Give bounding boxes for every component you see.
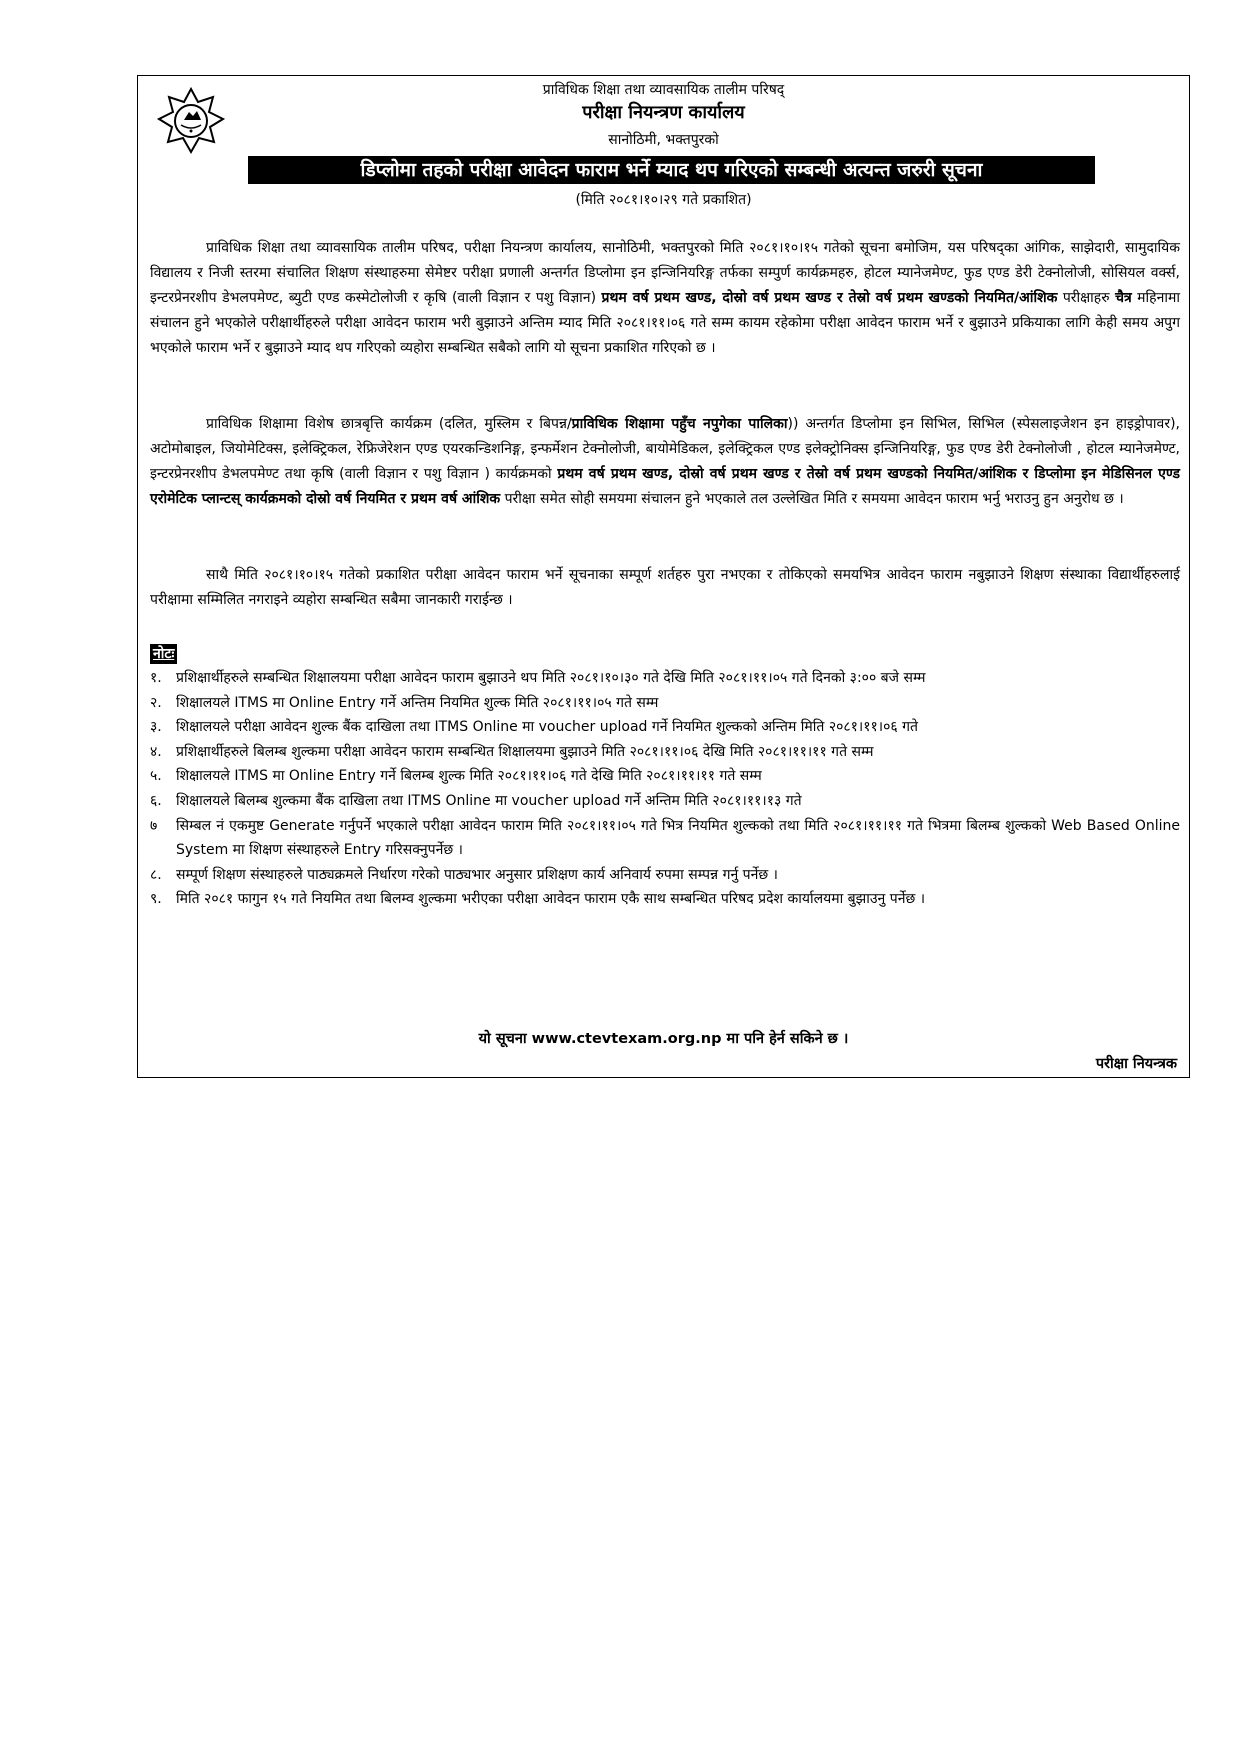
list-item: १. प्रशिक्षार्थीहरुले सम्बन्धित शिक्षालयमा परीक्षा आवेदन फाराम बुझाउने थप मिति २०८१।१०।३० गते देखि मिति २०८१।११।०५ गते दिनको ३:०० बजे सम्म (150, 670, 926, 686)
signature: परीक्षा नियन्त्रक (1095, 1056, 1177, 1072)
list-item: ३. शिक्षालयले परीक्षा आवेदन शुल्क बैंक दाखिला तथा ITMS Online मा voucher upload गर्ने नियमित शुल्कको अन्तिम मिति २०८१।११।०६ गते (150, 719, 918, 736)
publish-date: (मिति २०८१।१०।२९ गते प्रकाशित) (575, 192, 752, 208)
list-item: ५. शिक्षालयले ITMS मा Online Entry गर्ने बिलम्ब शुल्क मिति २०८१।११।०६ गते देखि मिति २०८१।११।११ गते सम्म (150, 768, 762, 785)
list-item: ६. शिक्षालयले बिलम्ब शुल्कमा बैंक दाखिला तथा ITMS Online मा voucher upload गर्ने अन्तिम मिति २०८१।११।१३ गते (150, 792, 802, 809)
list-item: ७ सिम्बल नं एकमुष्ट Generate गर्नुपर्ने भएकाले परीक्षा आवेदन फाराम मिति २०८१।११।०५ गते भित्र नियमित शुल्कको तथा मिति २०८१।११।११ गते भित्रमा बिलम्ब शुल्कको Web Based Online System मा शिक्षण संस्थाहरुले Entry गरिसक्नुपर्नेछ । (150, 817, 1180, 859)
notes-list (150, 666, 1180, 912)
list-item: ८. सम्पूर्ण शिक्षण संस्थाहरुले पाठ्यक्रमले निर्धारण गरेको पाठ्यभार अनुसार प्रशिक्षण कार्य अनिवार्य रुपमा सम्पन्न गर्नु पर्नेछ । (150, 866, 778, 883)
notice-title: डिप्लोमा तहको परीक्षा आवेदन फाराम भर्ने म्याद थप गरिएको सम्बन्धी अत्यन्त जरुरी सूचना (248, 156, 1095, 184)
office-location: सानोठिमी, भक्तपुरको (608, 132, 719, 148)
paragraph-scholarship: प्राविधिक शिक्षामा विशेष छात्रबृत्ति कार्यक्रम (दलित, मुस्लिम र बिपन्न/प्राविधिक शिक्षामा पहुँच नपुगेका पालिका)) अन्तर्गत डिप्लोमा इन सिभिल, सिभिल (स्पेसलाइजेशन इन हाइड्रोपावर), अटोमोबाइल, जियोमेटिक्स, इलेक्ट्रिकल, रेफ्रिजेरेशन एण्ड एयरकन्डिशनिङ्ग, इन्फर्मेशन टेक्नोलोजी, बायोमेडिकल, इलेक्ट्रिकल एण्ड इलेक्ट्रोनिक्स इन्जिनियरिङ्ग, फुड एण्ड डेरी टेक्नोलोजी , होटल म्यानेजमेण्ट, इन्टरप्रेनरशीप डेभलपमेण्ट तथा कृषि (वाली विज्ञान र पशु विज्ञान ) कार्यक्रमको प्रथम वर्ष प्रथम खण्ड, दोस्रो वर्ष प्रथम खण्ड र तेस्रो वर्ष प्रथम खण्डको नियमित/आंशिक र डिप्लोमा इन मेडिसिनल एण्ड एरोमेटिक प्लान्टस् कार्यक्रमको दोस्रो वर्ष नियमित र प्रथम वर्ष आंशिक परीक्षा समेत सोही समयमा संचालन हुने भएकाले तल उल्लेखित मिति र समयमा आवेदन फाराम भर्नु भराउनु हुन अनुरोध छ । (150, 416, 1180, 508)
list-item: ९. मिति २०८१ फागुन १५ गते नियमित तथा बिलम्व शुल्कमा भरीएका परीक्षा आवेदन फाराम एकै साथ सम्बन्धित परिषद प्रदेश कार्यालयमा बुझाउनु पर्नेछ । (150, 891, 926, 908)
paragraph-conditions: साथै मिति २०८१।१०।१५ गतेको प्रकाशित परीक्षा आवेदन फाराम भर्ने सूचनाका सम्पूर्ण शर्तहरु पुरा नभएका र तोकिएको समयभित्र आवेदन फाराम नबुझाउने शिक्षण संस्थाका विद्यार्थीहरुलाई परीक्षामा सम्मिलित नगराइने व्यहोरा सम्बन्धित सबैमा जानकारी गराईन्छ । (150, 567, 1180, 609)
list-item: २. शिक्षालयले ITMS मा Online Entry गर्ने अन्तिम नियमित शुल्क मिति २०८१।११।०५ गते सम्म (150, 694, 659, 711)
notice-frame (137, 75, 1190, 1078)
list-item: ४. प्रशिक्षार्थीहरुले बिलम्ब शुल्कमा परीक्षा आवेदन फाराम सम्बन्धित शिक्षालयमा बुझाउने मिति २०८१।११।०६ देखि मिति २०८१।११।११ गते सम्म (150, 743, 874, 760)
council-name: प्राविधिक शिक्षा तथा व्यावसायिक तालीम परिषद् (542, 82, 785, 98)
paragraph-main: प्राविधिक शिक्षा तथा व्यावसायिक तालीम परिषद, परीक्षा नियन्त्रण कार्यालय, सानोठिमी, भक्तपुरको मिति २०८१।१०।१५ गतेको सूचना बमोजिम, यस परिषद्का आंगिक, साझेदारी, सामुदायिक विद्यालय र निजी स्तरमा संचालित शिक्षण संस्थाहरुमा सेमेष्टर परीक्षा प्रणाली अन्तर्गत डिप्लोमा इन इन्जिनियरिङ्ग तर्फका सम्पुर्ण कार्यक्रमहरु, होटल म्यानेजमेण्ट, फुड एण्ड डेरी टेक्नोलोजी, सोसियल वर्क्स, इन्टरप्रेनरशीप डेभलपमेण्ट, ब्युटी एण्ड कस्मेटोलोजी र कृषि (वाली विज्ञान र पशु विज्ञान) प्रथम वर्ष प्रथम खण्ड, दोस्रो वर्ष प्रथम खण्ड र तेस्रो वर्ष प्रथम खण्डको नियमित/आंशिक परीक्षाहरु चैत्र महिनामा संचालन हुने भएकोले परीक्षार्थीहरुले परीक्षा आवेदन फाराम भरी बुझाउने अन्तिम म्याद मिति २०८१।११।०६ गते सम्म कायम रहेकोमा परीक्षा आवेदन फाराम भर्ने र बुझाउने प्रकियाका लागि केही समय अपुग भएकोले फाराम भर्ने र बुझाउने म्याद थप गरिएको व्यहोरा सम्बन्धित सबैको लागि यो सूचना प्रकाशित गरिएको छ । (150, 240, 1180, 357)
office-name: परीक्षा नियन्त्रण कार्यालय (582, 102, 745, 123)
note-label: नोटः (150, 644, 177, 664)
website-line: यो सूचना www.ctevtexam.org.np मा पनि हेर्न सकिने छ । (478, 1031, 849, 1047)
